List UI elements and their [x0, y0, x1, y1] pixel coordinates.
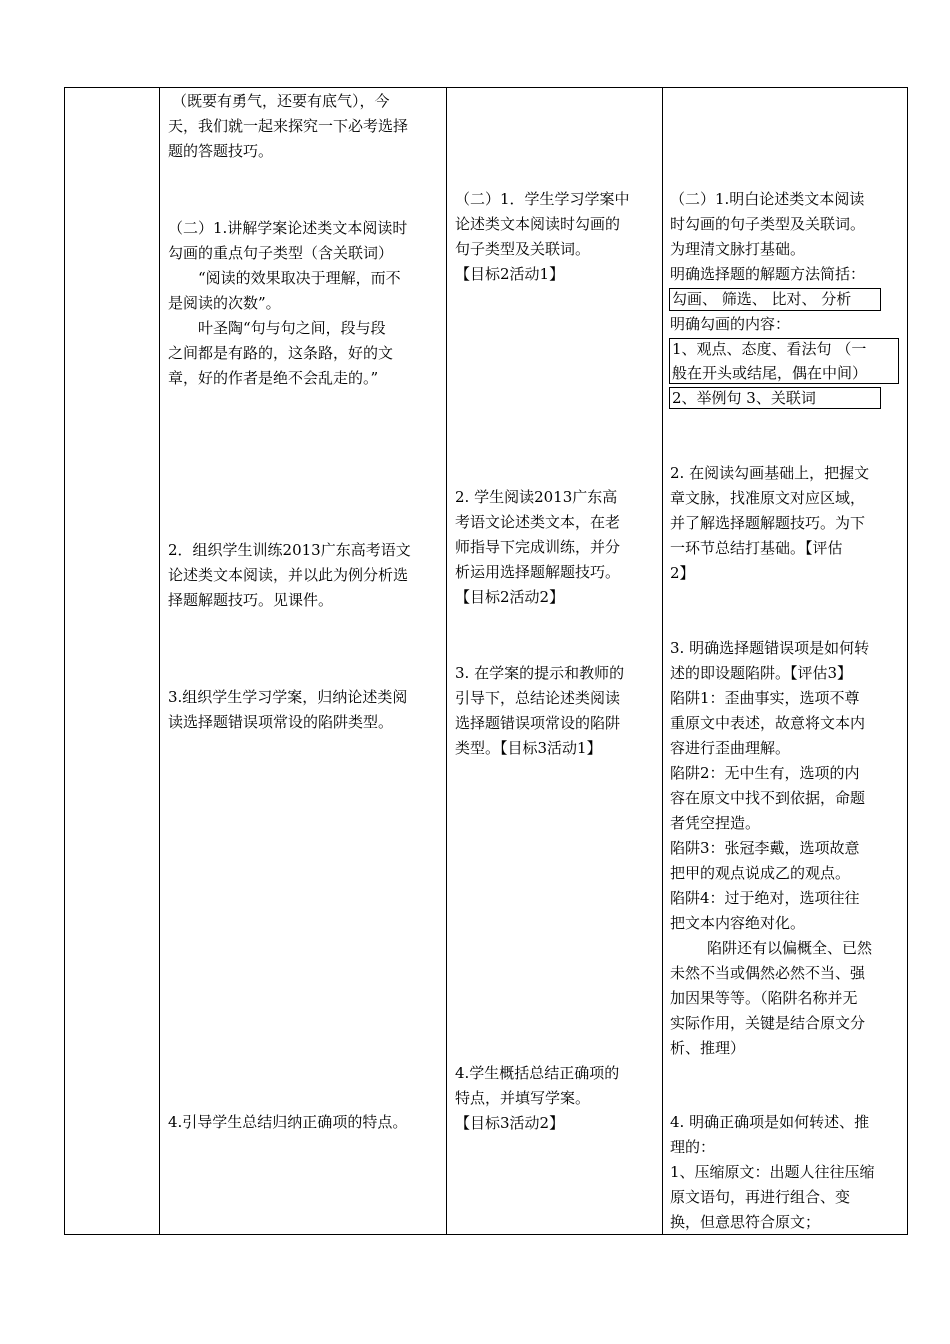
text-line: 【目标2活动2】 [455, 588, 565, 606]
text-line: 2. 学生阅读2013广东高 [455, 488, 618, 506]
text-line: 4. 明确正确项是如何转述、推 [670, 1113, 870, 1131]
text-line: 者凭空捏造。 [670, 814, 761, 832]
text-line: 章文脉，找准原文对应区域， [670, 489, 866, 507]
text-line: （二）1．学生学习学案中 [455, 190, 630, 208]
text-line: 2. 在阅读勾画基础上，把握文 [670, 464, 870, 482]
text-line: 4.引导学生总结归纳正确项的特点。 [168, 1113, 408, 1131]
method-text: 勾画、 筛选、 比对、 分析 [672, 290, 852, 308]
text-line: 实际作用，关键是结合原文分 [670, 1014, 866, 1032]
text-line: 是阅读的次数”。 [168, 294, 281, 312]
text-line: 题的答题技巧。 [168, 142, 274, 160]
text-line: 容在原文中找不到依据，命题 [670, 789, 866, 807]
text-line: 把甲的观点说成乙的观点。 [670, 864, 851, 882]
text-line: 天，我们就一起来探究一下必考选择 [168, 117, 409, 135]
text-line: 【目标3活动2】 [455, 1114, 565, 1132]
text-line: 2．组织学生训练2013广东高考语文 [168, 541, 411, 559]
text-line: 选择题错误项常设的陷阱 [455, 714, 621, 732]
text-line: 3. 明确选择题错误项是如何转 [670, 639, 870, 657]
text-line: （既要有勇气，还要有底气），今 [172, 92, 390, 110]
text-line: 择题解题技巧。见课件。 [168, 591, 334, 609]
text-line: 类型。【目标3活动1】 [455, 739, 602, 757]
text-line: 并了解选择题解题技巧。为下 [670, 514, 866, 532]
text-line: 般在开头或结尾，偶在中间） [672, 364, 868, 382]
text-line: 为理清文脉打基础。 [670, 240, 806, 258]
text-line: 容进行歪曲理解。 [670, 739, 791, 757]
text-line: 明确勾画的内容： [670, 315, 791, 333]
text-line: 引导下，总结论述类阅读 [455, 689, 621, 707]
text-line: 重原文中表述，故意将文本内 [670, 714, 866, 732]
text-line: 陷阱4：过于绝对，选项往往 [670, 889, 860, 907]
text-line: 明确选择题的解题方法简括： [670, 265, 866, 283]
text-line: 论述类文本阅读时勾画的 [455, 215, 621, 233]
text-line: 【目标2活动1】 [455, 265, 565, 283]
text-line: 勾画的重点句子类型（含关联词） [168, 244, 394, 262]
text-line: 理的： [670, 1138, 716, 1156]
text-line: 时勾画的句子类型及关联词。 [670, 215, 866, 233]
column-divider [159, 88, 160, 1234]
text-line: 析运用选择题解题技巧。 [455, 563, 621, 581]
text-line: “阅读的效果取决于理解，而不 [198, 269, 401, 287]
text-line: 3. 在学案的提示和教师的 [455, 664, 625, 682]
text-line: 章，好的作者是绝不会乱走的。” [168, 369, 379, 387]
text-line: 论述类文本阅读，并以此为例分析选 [168, 566, 409, 584]
text-line: 特点，并填写学案。 [455, 1089, 591, 1107]
text-line: （二）1.明白论述类文本阅读 [670, 190, 865, 208]
text-line: 师指导下完成训练，并分 [455, 538, 621, 556]
text-line: 之间都是有路的，这条路，好的文 [168, 344, 394, 362]
text-line: 述的即设题陷阱。【评估3】 [670, 664, 853, 682]
text-line: 1、观点、态度、看法句 （一 [672, 340, 867, 358]
text-line: 2、举例句 3、关联词 [672, 389, 816, 407]
text-line: 陷阱2：无中生有，选项的内 [670, 764, 860, 782]
text-line: 4.学生概括总结正确项的 [455, 1064, 620, 1082]
text-line: 未然不当或偶然必然不当、强 [670, 964, 866, 982]
text-line: 考语文论述类文本，在老 [455, 513, 621, 531]
column-divider [662, 88, 663, 1234]
text-line: 叶圣陶“句与句之间，段与段 [198, 319, 386, 337]
text-line: 换，但意思符合原文； [670, 1213, 821, 1231]
text-line: 3.组织学生学习学案，归纳论述类阅 [168, 688, 408, 706]
text-line: 2】 [670, 564, 695, 582]
text-line: 加因果等等。（陷阱名称并无 [670, 989, 858, 1007]
text-line: 析、推理） [670, 1039, 746, 1057]
text-line: 原文语句，再进行组合、变 [670, 1188, 851, 1206]
text-line: 陷阱1：歪曲事实，选项不尊 [670, 689, 860, 707]
text-line: （二）1.讲解学案论述类文本阅读时 [168, 219, 408, 237]
text-line: 陷阱3：张冠李戴，选项故意 [670, 839, 860, 857]
text-line: 一环节总结打基础。【评估 [670, 539, 843, 557]
text-line: 把文本内容绝对化。 [670, 914, 806, 932]
text-line: 1、压缩原文：出题人往往压缩 [670, 1163, 875, 1181]
column-divider [446, 88, 447, 1234]
text-line: 读选择题错误项常设的陷阱类型。 [168, 713, 394, 731]
text-line: 陷阱还有以偏概全、已然 [707, 939, 873, 957]
text-line: 句子类型及关联词。 [455, 240, 591, 258]
